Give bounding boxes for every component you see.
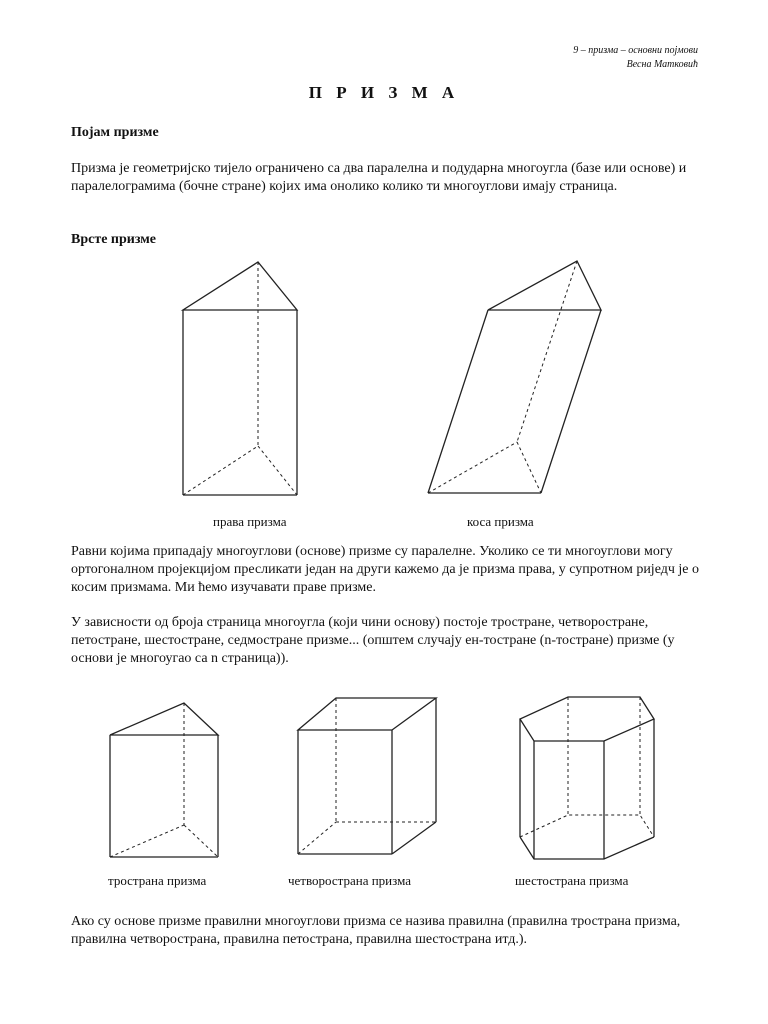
- section-heading-types: Врсте призме: [71, 232, 157, 247]
- caption-quadrilateral-prism: четворострана призма: [288, 873, 411, 888]
- triangular-prism-figure: [100, 695, 230, 865]
- caption-oblique-prism: коса призма: [467, 514, 534, 529]
- caption-right-prism: права призма: [213, 514, 287, 529]
- caption-triangular-prism: тространа призма: [108, 873, 207, 888]
- oblique-prism-figure: [420, 250, 620, 510]
- section-heading-definition: Појам призме: [71, 125, 159, 140]
- hexagonal-prism-figure: [510, 685, 670, 870]
- header-author: Весна Матковић: [626, 59, 698, 70]
- paragraph-regular-prism: Ако су основе призме правилни многоуглови призма се назива правилна (правилна тространа призма, правилна четворострана, правилна петострана, правилна шестострана итд.).: [71, 914, 681, 947]
- paragraph-classification: У зависности од броја страница многоугла (који чини основу) постоје тростране, четворостране, петостране, шестостране, седмостране призме... (општем случају ен-тостране (n-тостране) призме (у основи је многоугао са n страница)).: [71, 615, 675, 666]
- page-title: П Р И З М А: [308, 83, 460, 102]
- paragraph-bases: Равни којима припадају многоуглови (основе) призме су паралелне. Уколико се ти многоуглови могу ортогоналном пројекцијом пресликати један на други кажемо да је призма права, у супротном риједч је о косим призмама. Ми ћемо изучавати праве призме.: [71, 544, 699, 595]
- definition-paragraph: Призма је геометријско тијело ограничено са два паралелна и подударна многоугла (базе или основе) и паралелограмима (бочне стране) којих има онолико колико ти многоуглови имају страница.: [71, 161, 687, 194]
- header-note: [573, 44, 698, 72]
- right-prism-figure: [170, 250, 315, 510]
- quadrilateral-prism-figure: [290, 690, 445, 865]
- caption-hexagonal-prism: шестострана призма: [515, 873, 629, 888]
- header-topic: 9 – призма – основни појмови: [573, 45, 698, 56]
